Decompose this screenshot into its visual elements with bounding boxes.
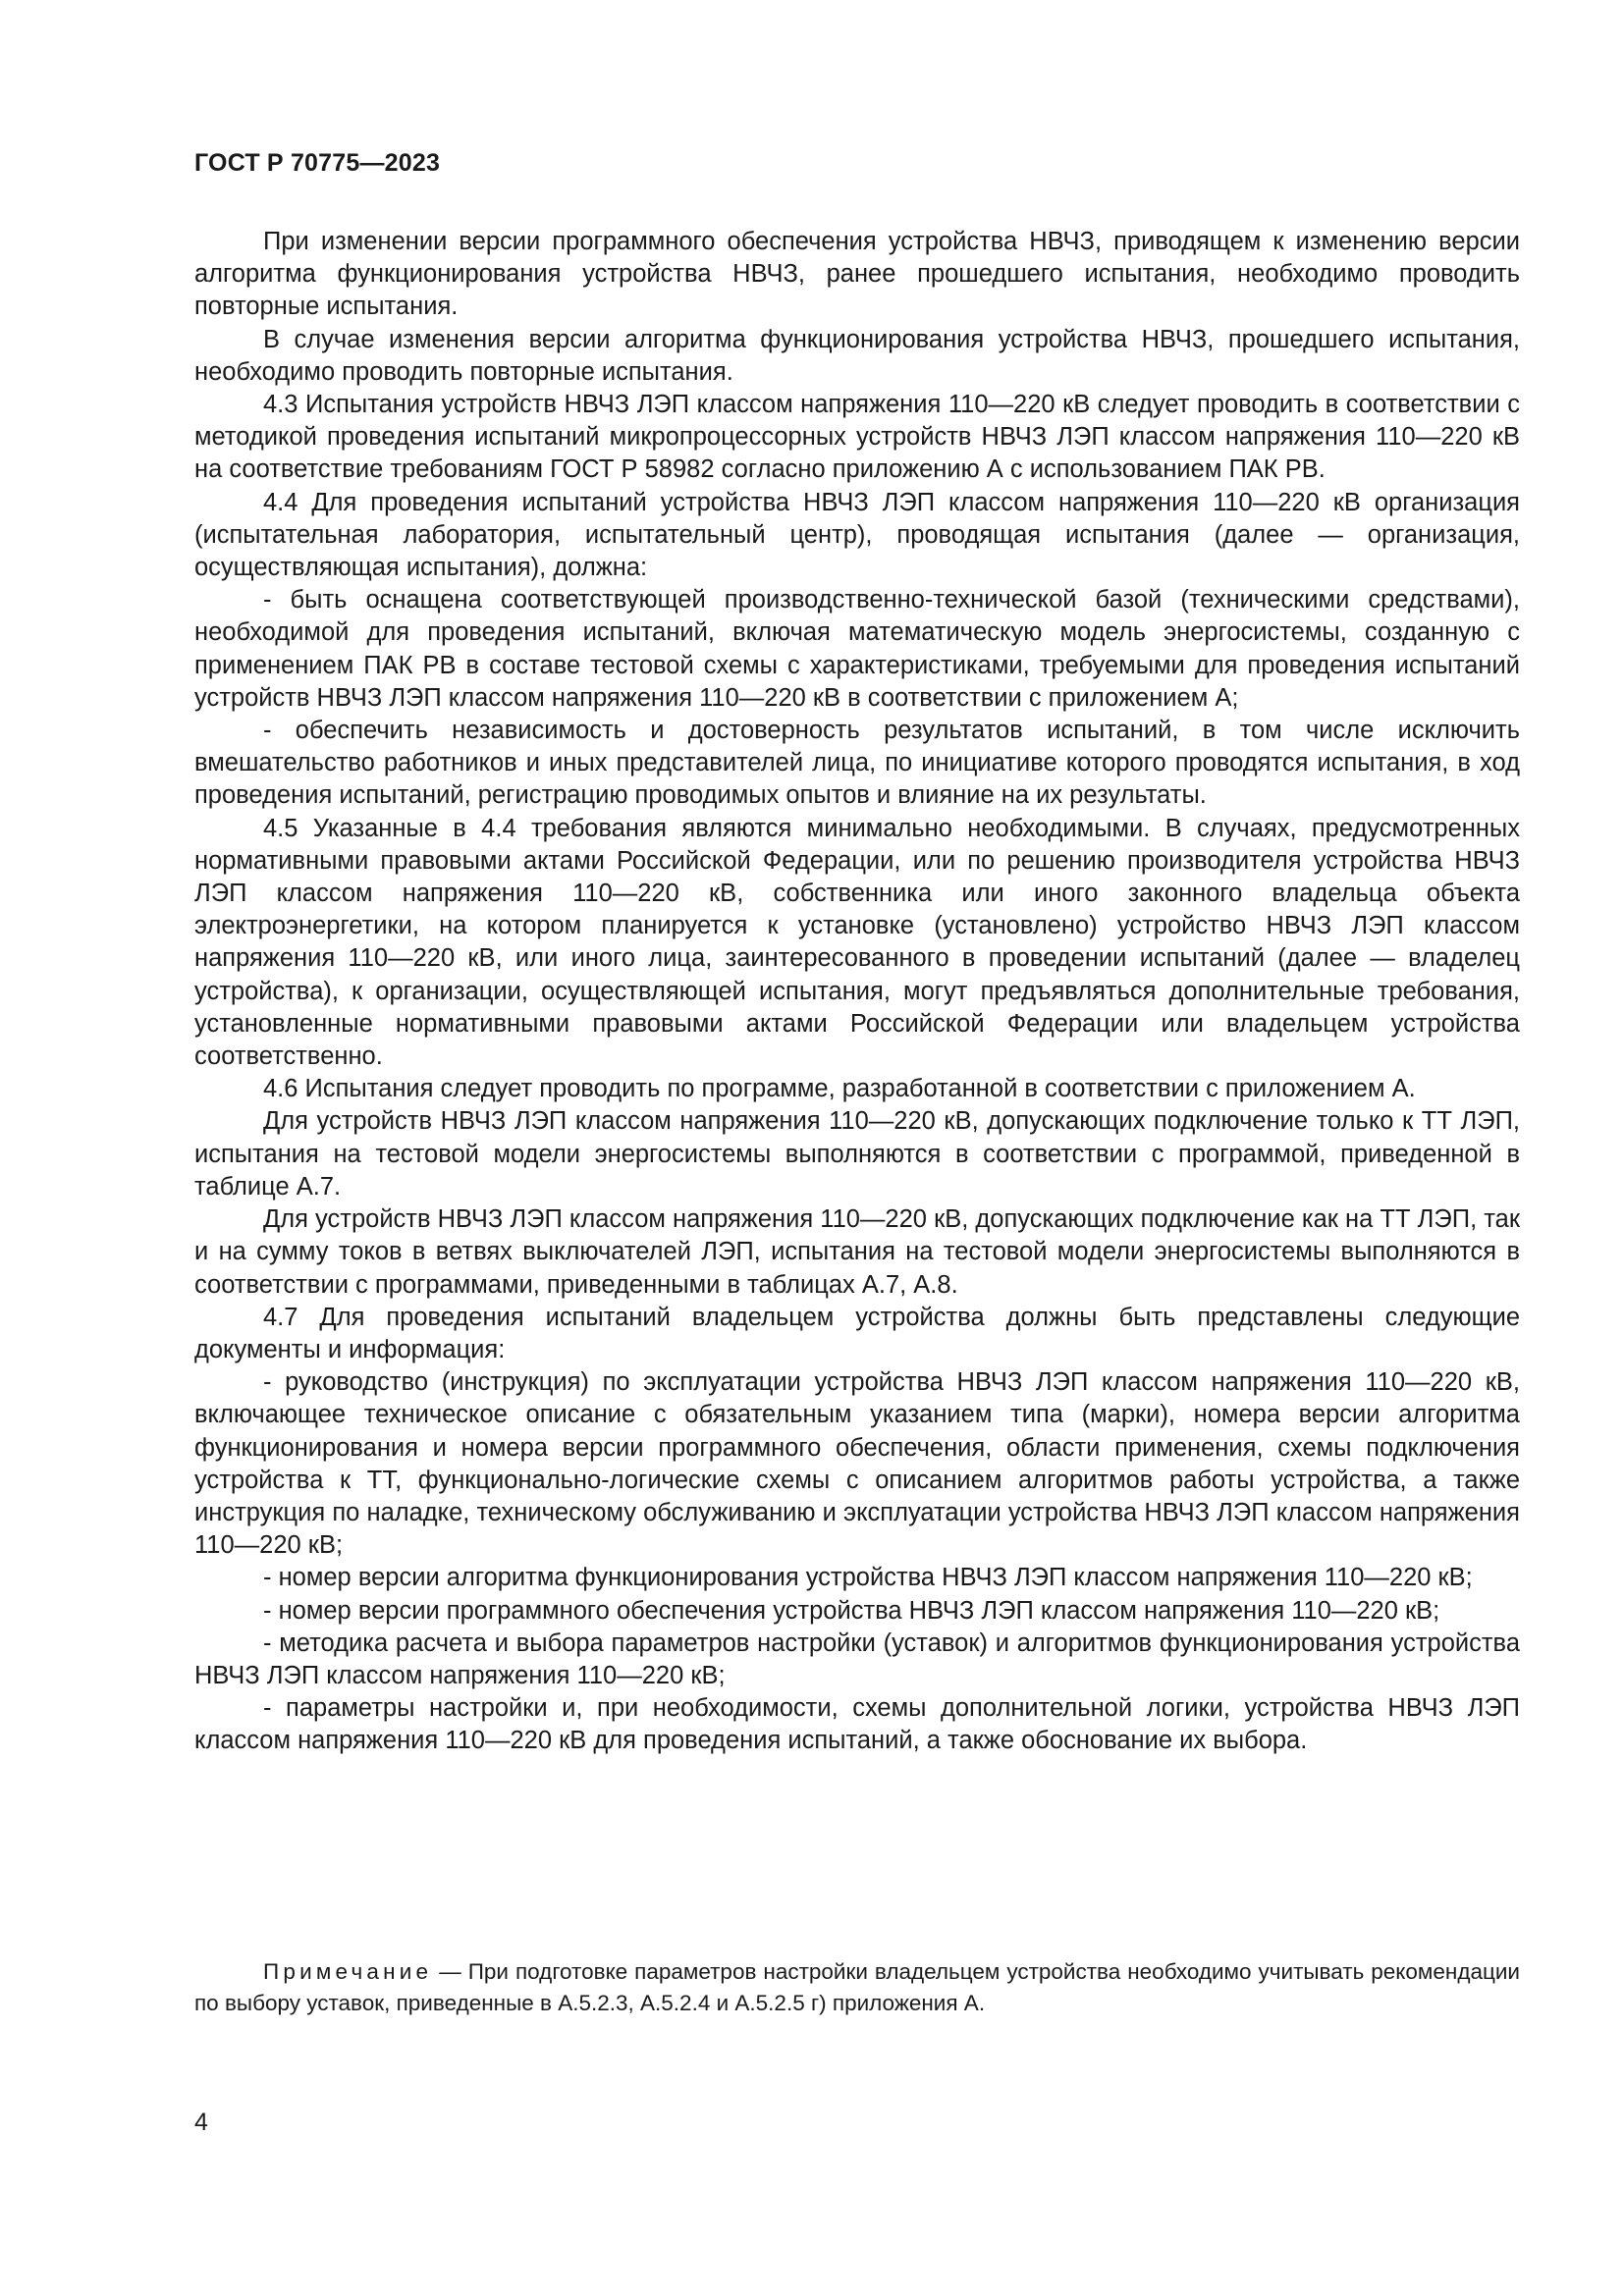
main-text [194,226,1520,1758]
list-item: - быть оснащена соответствующей производственно-технической базой (техническими средствами), необходимой для проведения испытаний, включая математическую модель энергосистемы, созданную с применением ПАК РВ в составе тестовой схемы с характеристиками, требуемыми для проведения испытаний устройств НВЧЗ ЛЭП классом напряжения 110—220 кВ в соответствии с приложением А; [194,586,1520,712]
page-number: 4 [194,2109,208,2136]
paragraph-4-3: 4.3 Испытания устройств НВЧЗ ЛЭП классом напряжения 110—220 кВ следует проводить в соответствии с методикой проведения испытаний микропроцессорных устройств НВЧЗ ЛЭП классом напряжения 110—220 кВ на соответствие требованиям ГОСТ Р 58982 согласно приложению А с использованием ПАК РВ. [194,391,1520,484]
list-item: - параметры настройки и, при необходимости, схемы дополнительной логики, устройства НВЧЗ ЛЭП классом напряжения 110—220 кВ для проведения испытаний, а также обоснование их выбора. [194,1694,1520,1755]
paragraph-4-6: 4.6 Испытания следует проводить по программе, разработанной в соответствии с приложением А. [263,1075,1416,1103]
list-item: - номер версии программного обеспечения устройства НВЧЗ ЛЭП классом напряжения 110—220 кВ; [263,1596,1440,1625]
note-label: Примечание [263,1959,433,1984]
paragraph-4-5: 4.5 Указанные в 4.4 требования являются минимально необходимыми. В случаях, предусмотренных нормативными правовыми актами Российской Федерации, или по решению производителя устройства НВЧЗ ЛЭП классом напряжения 110—220 кВ, собственника или иного законного владельца объекта электроэнергетики, на котором планируется к установке (установлено) устройство НВЧЗ ЛЭП классом напряжения 110—220 кВ, или иного лица, заинтересованного в проведении испытаний (далее — владелец устройства), к организации, осуществляющей испытания, могут предъявляться дополнительные требования, установленные нормативными правовыми актами Российской Федерации или владельцем устройства соответственно. [194,814,1520,1071]
paragraph-4-4: 4.4 Для проведения испытаний устройства НВЧЗ ЛЭП классом напряжения 110—220 кВ организация (испытательная лаборатория, испытательный центр), проводящая испытания (далее — организация, осуществляющая испытания), должна: [194,488,1520,582]
paragraph: При изменении версии программного обеспечения устройства НВЧЗ, приводящем к изменению версии алгоритма функционирования устройства НВЧЗ, ранее прошедшего испытания, необходимо проводить повторные испытания. [194,228,1520,321]
note-text: При подготовке параметров настройки владельцем устройства необходимо учитывать рекомендации по выбору уставок, приведенные в А.5.2.3, А.5.2.4 и А.5.2.5 г) приложения А. [194,1959,1520,2015]
paragraph: В случае изменения версии алгоритма функционирования устройства НВЧЗ, прошедшего испытания, необходимо проводить повторные испытания. [194,325,1520,386]
list-item: - обеспечить независимость и достоверность результатов испытаний, в том числе исключить вмешательство работников и иных представителей лица, по инициативе которого проводятся испытания, в ход проведения испытаний, регистрацию проводимых опытов и влияние на их результаты. [194,717,1520,810]
paragraph: Для устройств НВЧЗ ЛЭП классом напряжения 110—220 кВ, допускающих подключение только к ТТ ЛЭП, испытания на тестовой модели энергосистемы выполняются в соответствии с программой, приведенной в таблице А.7. [194,1107,1520,1201]
list-item: - методика расчета и выбора параметров настройки (уставок) и алгоритмов функционирования устройства НВЧЗ ЛЭП классом напряжения 110—220 кВ; [194,1629,1520,1689]
note-paragraph [194,1956,1520,2019]
note [194,1956,1520,2019]
paragraph: Для устройств НВЧЗ ЛЭП классом напряжения 110—220 кВ, допускающих подключение как на ТТ ЛЭП, так и на сумму токов в ветвях выключателей ЛЭП, испытания на тестовой модели энергосистемы выполняются в соответствии с программами, приведенными в таблицах А.7, А.8. [194,1205,1520,1299]
list-item: - руководство (инструкция) по эксплуатации устройства НВЧЗ ЛЭП классом напряжения 110—220 кВ, включающее техническое описание с обязательным указанием типа (марки), номера версии алгоритма функционирования и номера версии программного обеспечения, области применения, схемы подключения устройства к ТТ, функционально-логические схемы с описанием алгоритмов работы устройства, а также инструкция по наладке, техническому обслуживанию и эксплуатации устройства НВЧЗ ЛЭП классом напряжения 110—220 кВ; [194,1368,1520,1560]
document-header: ГОСТ Р 70775—2023 [194,149,441,177]
paragraph-4-7: 4.7 Для проведения испытаний владельцем устройства должны быть представлены следующие документы и информация: [194,1303,1520,1363]
note-dash: — [432,1959,468,1984]
list-item: - номер версии алгоритма функционирования устройства НВЧЗ ЛЭП классом напряжения 110—220 кВ; [263,1564,1473,1592]
